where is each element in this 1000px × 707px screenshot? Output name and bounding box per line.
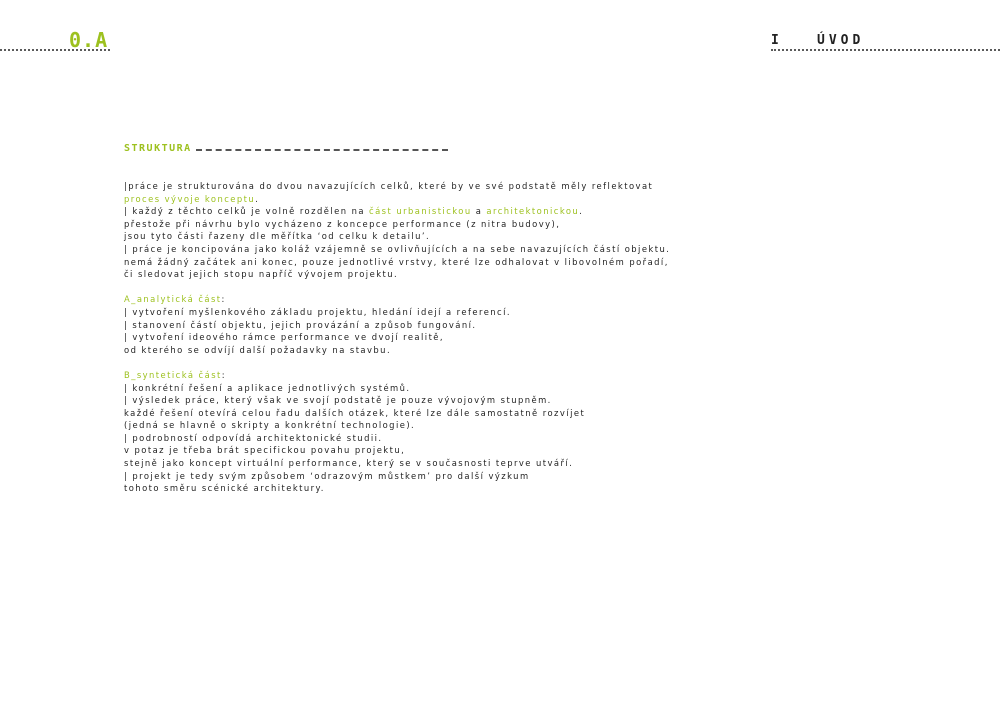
highlight-text: B_syntetická část [124,369,222,380]
text-fragment: : [221,369,227,380]
section-title: STRUKTURA [124,143,192,154]
highlight-text: část urbanistickou [369,206,472,217]
text-line: nemá žádný začátek ani konec, pouze jednotlivé vrstvy, které lze odhalovat v libovolném pořadí, [124,256,669,267]
text-line: přestože při návrhu bylo vycházeno z koncepce performance (z nitra budovy), [124,218,561,229]
text-line: | konkrétní řešení a aplikace jednotlivých systémů. [124,382,411,393]
header-dotted-rule-right [771,49,1000,51]
text-line: každé řešení otevírá celou řadu dalších otázek, které lze dále samostatně rozvíjet [124,407,586,418]
text-line: | vytvoření myšlenkového základu projektu, hledání idejí a referencí. [124,306,511,317]
subsection-heading-analytic [124,293,744,306]
text-line: stejně jako koncept virtuální performance, který se v současnosti teprve utváří. [124,458,574,469]
page-label: 0.A [69,28,109,52]
body-text [124,180,744,495]
section-dashed-rule [196,149,448,151]
chapter-number: I [771,33,779,48]
text-line [124,205,744,218]
text-line: | vytvoření ideového rámce performance ve dvojí realitě, [124,332,445,343]
section-heading [124,143,448,154]
text-line [124,193,744,206]
text-line: | projekt je tedy svým způsobem ‘odrazovým můstkem’ pro další výzkum [124,470,530,481]
text-line: jsou tyto části řazeny dle měřítka ‘od celku k detailu’. [124,231,431,242]
text-line: (jedná se hlavně o skripty a konkrétní technologie). [124,420,416,431]
text-line: tohoto směru scénické architektury. [124,483,325,494]
text-line: od kterého se odvíjí další požadavky na stavbu. [124,344,392,355]
text-line: | práce je koncipována jako koláž vzájemně se ovlivňujících a na sebe navazujících částí objektu. [124,243,671,254]
text-fragment: | každý z těchto celků je volně rozdělen na [124,206,370,217]
text-line: v potaz je třeba brát specifickou povahu projektu, [124,445,406,456]
text-line: či sledovat jejich stopu napříč vývojem projektu. [124,269,399,280]
highlight-text: proces vývoje konceptu [124,193,256,204]
paragraph-spacer [124,281,744,294]
text-line: | výsledek práce, který však ve svojí podstatě je pouze vývojovým stupněm. [124,395,552,406]
subsection-heading-synthetic [124,369,744,382]
text-fragment: . [579,206,584,217]
chapter-title: ÚVOD [817,33,865,48]
text-line: |práce je strukturována do dvou navazujících celků, které by ve své podstatě měly reflektovat [124,181,654,191]
highlight-text: A_analytická část [124,294,222,305]
paragraph-spacer [124,356,744,369]
text-line: | podrobností odpovídá architektonické studii. [124,432,383,443]
text-fragment: a [471,206,487,217]
text-fragment: : [221,294,226,305]
text-fragment: . [255,193,260,204]
text-line: | stanovení částí objektu, jejich provázání a způsob fungování. [124,319,477,330]
highlight-text: architektonickou [486,206,580,217]
